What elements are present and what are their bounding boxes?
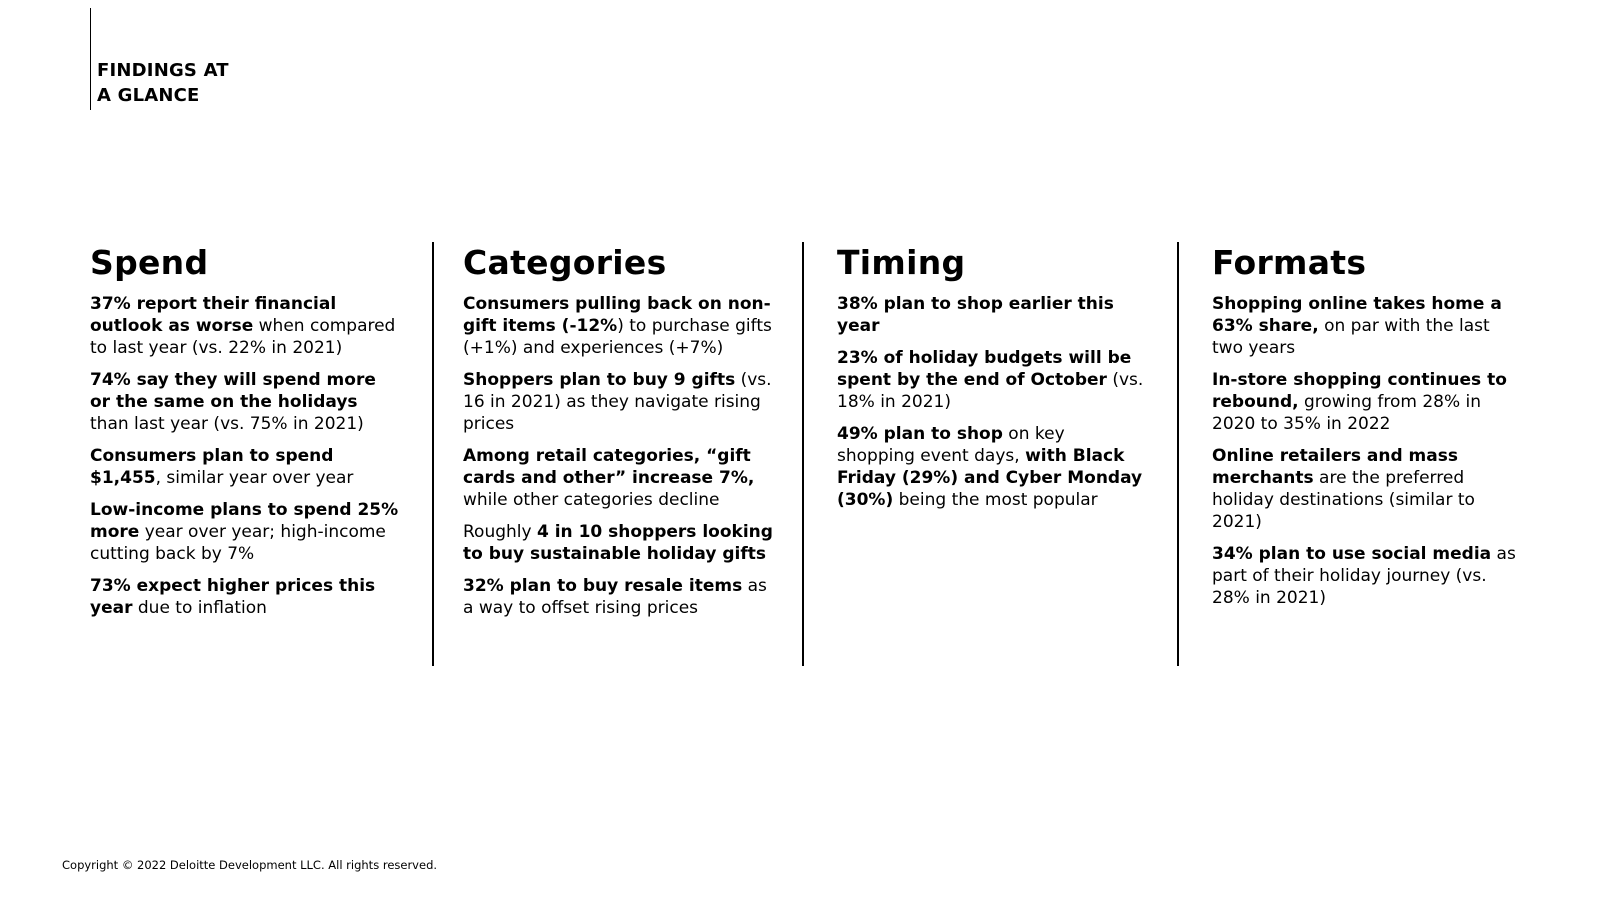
finding-item — [837, 293, 1147, 337]
finding-highlight: Consumers plan to spend $1,455 — [90, 446, 334, 488]
finding-highlight: 37% report their financial outlook as worse — [90, 294, 337, 336]
column-formats — [1212, 243, 1522, 619]
finding-item — [463, 293, 773, 359]
column-title: Categories — [463, 243, 667, 282]
finding-highlight: 32% plan to buy resale items — [463, 576, 743, 596]
finding-highlight: 38% plan to shop earlier this year — [837, 294, 1114, 336]
finding-text: due to inflation — [132, 598, 267, 618]
finding-text: on key shopping event days, — [837, 424, 1065, 466]
finding-item — [1212, 445, 1522, 533]
finding-text: , similar year over year — [155, 468, 354, 488]
finding-text: as a way to offset rising prices — [463, 576, 767, 618]
copyright-notice: Copyright © 2022 Deloitte Development LLC. All rights reserved. — [62, 858, 438, 872]
finding-item — [463, 521, 773, 565]
column-divider — [432, 242, 434, 666]
column-categories — [463, 243, 773, 629]
finding-highlight: Low-income plans to spend 25% more — [90, 500, 399, 542]
finding-text: than last year (vs. 75% in 2021) — [90, 414, 364, 434]
column-divider — [802, 242, 804, 666]
column-title: Spend — [90, 243, 209, 282]
finding-highlight: Shopping online takes home a 63% share, — [1212, 294, 1502, 336]
page-title-line1: FINDINGS AT — [97, 60, 229, 81]
finding-highlight: 23% of holiday budgets will be spent by the end of October — [837, 348, 1132, 390]
column-title: Formats — [1212, 243, 1367, 282]
finding-text: (vs. 18% in 2021) — [837, 370, 1144, 412]
finding-text: (vs. 16 in 2021) as they navigate rising prices — [463, 370, 772, 434]
finding-item — [837, 347, 1147, 413]
finding-text-secondary: being the most popular — [893, 490, 1098, 510]
finding-highlight: Among retail categories, “gift cards and other” increase 7%, — [463, 446, 755, 488]
finding-highlight: 49% plan to shop — [837, 424, 1003, 444]
finding-text: as part of their holiday journey (vs. 28% in 2021) — [1212, 544, 1516, 608]
finding-text: growing from 28% in 2020 to 35% in 2022 — [1212, 392, 1482, 434]
finding-prefix: Roughly — [463, 522, 537, 542]
finding-text: year over year; high-income cutting back by 7% — [90, 522, 386, 564]
page-title — [97, 58, 229, 108]
finding-highlight-secondary: with Black Friday (29%) and Cyber Monday (30%) — [837, 446, 1143, 510]
finding-highlight: In-store shopping continues to rebound, — [1212, 370, 1507, 412]
page-title-line2: A GLANCE — [97, 85, 200, 106]
finding-item — [90, 445, 400, 489]
finding-item — [1212, 293, 1522, 359]
finding-text: on par with the last two years — [1212, 316, 1490, 358]
finding-item — [90, 293, 400, 359]
finding-item — [463, 575, 773, 619]
finding-highlight: Online retailers and mass merchants — [1212, 446, 1458, 488]
finding-item — [90, 575, 400, 619]
finding-item — [463, 369, 773, 435]
finding-highlight: 74% say they will spend more or the same on the holidays — [90, 370, 376, 412]
finding-highlight: 34% plan to use social media — [1212, 544, 1492, 564]
finding-text: are the preferred holiday destinations (similar to 2021) — [1212, 468, 1475, 532]
column-divider — [1177, 242, 1179, 666]
finding-text: ) to purchase gifts (+1%) and experiences (+7%) — [463, 316, 772, 358]
finding-item — [90, 369, 400, 435]
finding-item — [90, 499, 400, 565]
finding-item — [837, 423, 1147, 511]
finding-item — [463, 445, 773, 511]
finding-highlight: 4 in 10 shoppers looking to buy sustainable holiday gifts — [463, 522, 773, 564]
finding-item — [1212, 543, 1522, 609]
heading-accent-rule — [90, 8, 91, 110]
column-title: Timing — [837, 243, 966, 282]
finding-text: when compared to last year (vs. 22% in 2021) — [90, 316, 396, 358]
finding-item — [1212, 369, 1522, 435]
column-spend — [90, 243, 400, 629]
finding-text: while other categories decline — [463, 490, 720, 510]
column-timing — [837, 243, 1147, 521]
finding-highlight: 73% expect higher prices this year — [90, 576, 376, 618]
finding-highlight: Consumers pulling back on non-gift items (-12% — [463, 294, 771, 336]
finding-highlight: Shoppers plan to buy 9 gifts — [463, 370, 736, 390]
